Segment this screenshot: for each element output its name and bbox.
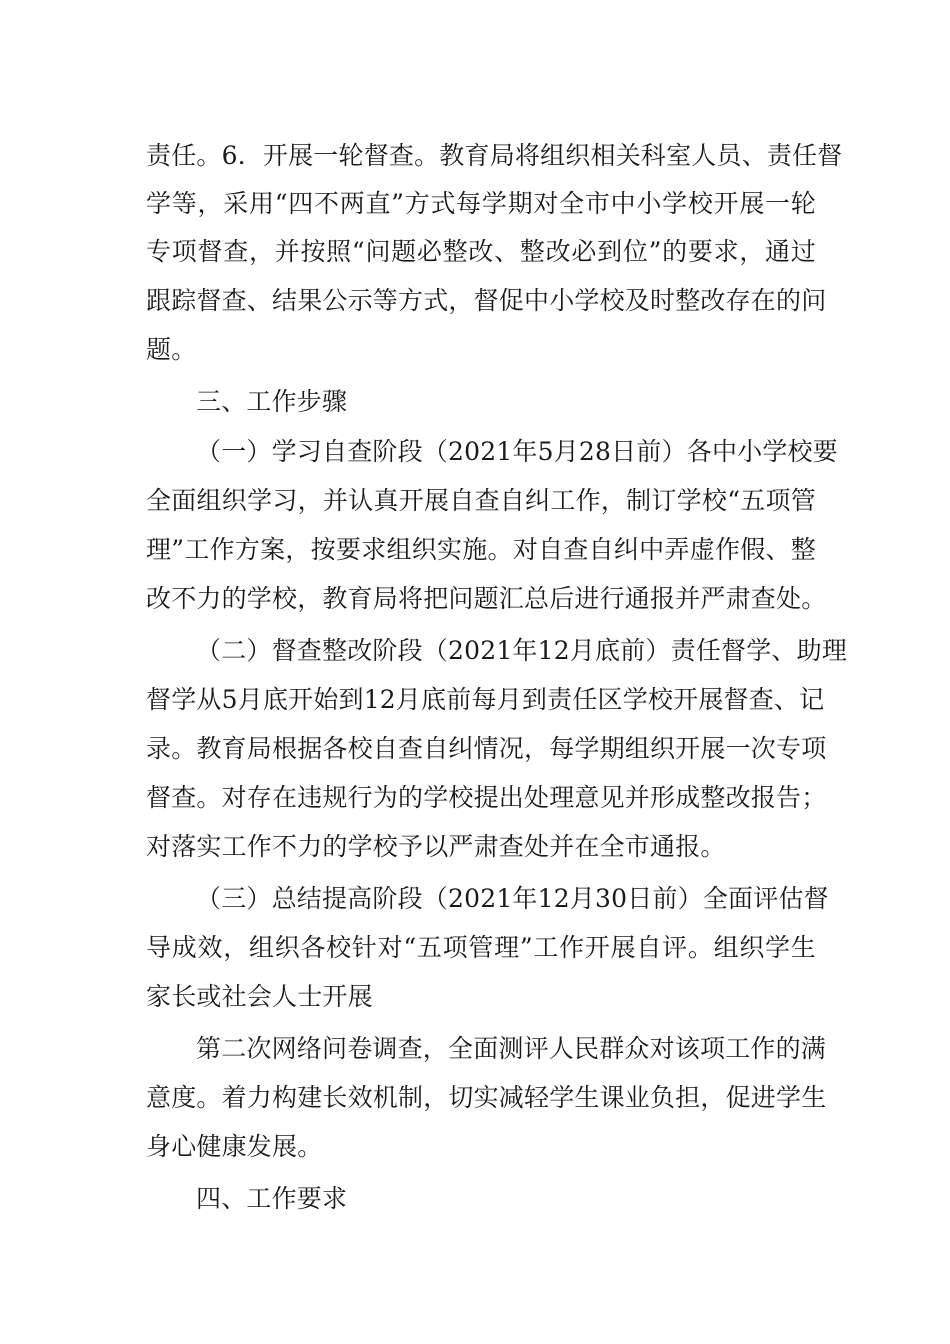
section-heading: 三、工作步骤 [196,387,348,416]
text-line: 题。 [146,335,197,364]
text-line: 责任。6．开展一轮督查。教育局将组织相关科室人员、责任督 [146,141,843,170]
text-line: 对落实工作不力的学校予以严肃查处并在全市通报。 [146,832,726,861]
text-line: 督查。对存在违规行为的学校提出处理意见并形成整改报告； [146,783,827,812]
text-line: 改不力的学校，教育局将把问题汇总后进行通报并严肃查处。 [146,584,827,613]
text-line: 身心健康发展。 [146,1132,323,1161]
text-line: 导成效，组织各校针对“五项管理”工作开展自评。组织学生 [146,933,816,962]
section-heading: 四、工作要求 [196,1184,348,1213]
text-line: 理”工作方案，按要求组织实施。对自查自纠中弄虚作假、整 [146,535,816,564]
text-line: 家长或社会人士开展 [146,982,373,1011]
paragraph-first-line: （二）督查整改阶段（2021年12月底前）责任督学、助理 [196,636,848,665]
text-line: 跟踪督查、结果公示等方式，督促中小学校及时整改存在的问 [146,286,827,315]
text-line: 录。教育局根据各校自查自纠情况，每学期组织开展一次专项 [146,734,827,763]
text-line: 督学从5月底开始到12月底前每月到责任区学校开展督查、记 [146,685,825,714]
paragraph-first-line: （三）总结提高阶段（2021年12月30日前）全面评估督 [196,884,829,913]
text-line: 专项督查，并按照“问题必整改、整改必到位”的要求，通过 [146,237,816,266]
text-line: 学等，采用“四不两直”方式每学期对全市中小学校开展一轮 [146,189,816,218]
paragraph-first-line: 第二次网络问卷调查，全面测评人民群众对该项工作的满 [196,1034,827,1063]
paragraph-first-line: （一）学习自查阶段（2021年5月28日前）各中小学校要 [196,437,838,466]
text-line: 意度。着力构建长效机制，切实减轻学生课业负担，促进学生 [146,1083,827,1112]
text-line: 全面组织学习，并认真开展自查自纠工作，制订学校“五项管 [146,486,816,515]
